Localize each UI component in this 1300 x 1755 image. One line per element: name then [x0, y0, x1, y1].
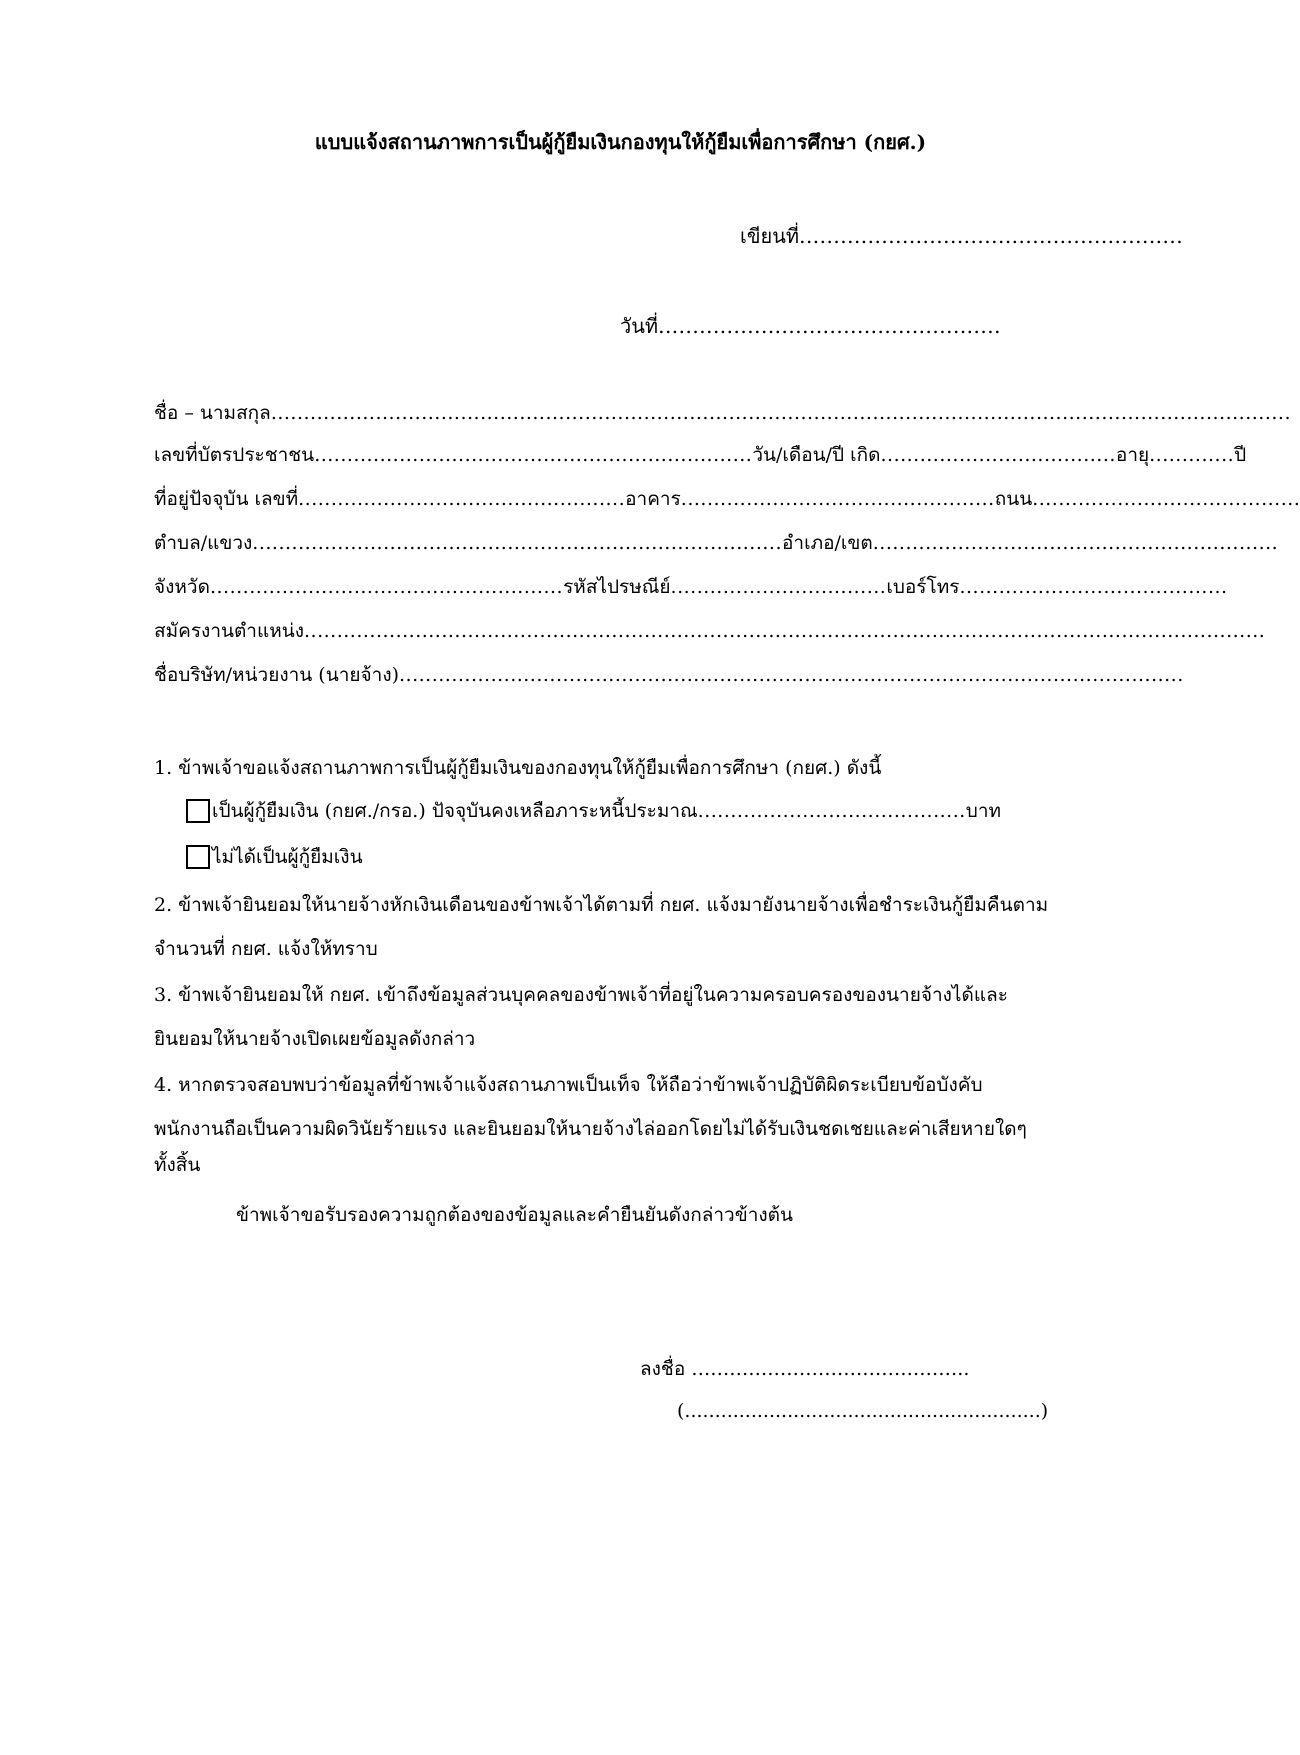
age-label: อายุ	[1115, 444, 1150, 466]
date-field[interactable]: ..................................................	[658, 314, 1001, 338]
birth-field[interactable]: ....................................	[880, 444, 1116, 466]
subdistrict-label: ตำบล/แขวง	[154, 532, 253, 554]
item-2-line-2: จำนวนที่ กยศ. แจ้งให้ทราบ	[154, 938, 378, 960]
signer-name-field[interactable]: (...........................................................)	[677, 1400, 1049, 1422]
name-row	[154, 398, 1291, 428]
option-borrower-unit: บาท	[965, 800, 1002, 822]
birth-label: วัน/เดือน/ปี เกิด	[752, 444, 881, 466]
not-borrower-checkbox[interactable]	[186, 845, 210, 869]
building-field[interactable]: ................................................	[680, 488, 995, 510]
option-not-borrower-row	[186, 842, 363, 872]
date-row	[620, 310, 1001, 342]
subdistrict-row	[154, 528, 1279, 558]
id-card-field[interactable]: ...................................................................	[314, 444, 753, 466]
id-card-label: เลขที่บัตรประชาชน	[154, 444, 315, 466]
written-at-row	[740, 220, 1183, 252]
province-field[interactable]: ......................................................	[209, 576, 564, 598]
sign-label: ลงชื่อ	[640, 1358, 686, 1380]
option-borrower-row	[186, 796, 1001, 826]
company-row	[154, 660, 1184, 690]
position-label: สมัครงานตำแหน่ง	[154, 620, 305, 642]
subdistrict-field[interactable]: .................................................................................	[252, 532, 783, 554]
name-label: ชื่อ – นามสกุล	[154, 402, 271, 424]
written-at-field[interactable]: ........................................................	[799, 224, 1184, 248]
district-label: อำเภอ/เขต	[782, 532, 873, 554]
name-field[interactable]: ............................................................................................................................................................	[270, 402, 1291, 424]
id-row	[154, 440, 1247, 470]
position-field[interactable]: ...................................................................................................................................................	[304, 620, 1266, 642]
address-row	[154, 484, 1300, 514]
age-field[interactable]: .............	[1149, 444, 1235, 466]
certify-statement: ข้าพเจ้าขอรับรองความถูกต้องของข้อมูลและคำยืนยันดังกล่าวข้างต้น	[236, 1204, 793, 1226]
company-label: ชื่อบริษัท/หน่วยงาน (นายจ้าง)	[154, 664, 400, 686]
item-4-line-2: พนักงานถือเป็นความผิดวินัยร้ายแรง และยินยอมให้นายจ้างไล่ออกโดยไม่ได้รับเงินชดเชยและค่าเสียหายใดๆ	[154, 1118, 1027, 1140]
building-label: อาคาร	[625, 488, 681, 510]
item-4-line-3: ทั้งสิ้น	[154, 1154, 201, 1176]
signature-row	[640, 1354, 969, 1384]
item-4-line-1: 4. หากตรวจสอบพบว่าข้อมูลที่ข้าพเจ้าแจ้งสถานภาพเป็นเท็จ ให้ถือว่าข้าพเจ้าปฏิบัติผิดระเบียบข้อบังคับ	[154, 1074, 983, 1096]
postcode-field[interactable]: .................................	[670, 576, 887, 598]
item-1: 1. ข้าพเจ้าขอแจ้งสถานภาพการเป็นผู้กู้ยืมเงินของกองทุนให้กู้ยืมเพื่อการศึกษา (กยศ.) ดังนี้	[154, 757, 882, 779]
address-no-label: ที่อยู่ปัจจุบัน เลขที่	[154, 488, 299, 510]
age-unit: ปี	[1234, 444, 1247, 466]
date-label: วันที่	[620, 314, 659, 338]
item-3-line-1: 3. ข้าพเจ้ายินยอมให้ กยศ. เข้าถึงข้อมูลส่วนบุคคลของข้าพเจ้าที่อยู่ในความครอบครองของนายจ้างได้และ	[154, 984, 1008, 1006]
road-label: ถนน	[994, 488, 1033, 510]
written-at-label: เขียนที่	[740, 224, 800, 248]
phone-label: เบอร์โทร	[886, 576, 960, 598]
borrower-checkbox[interactable]	[186, 799, 210, 823]
road-field[interactable]: .........................................	[1032, 488, 1300, 510]
option-borrower-label: เป็นผู้กู้ยืมเงิน (กยศ./กรอ.) ปัจจุบันคงเหลือภาระหนี้ประมาณ	[212, 800, 698, 822]
province-label: จังหวัด	[154, 576, 210, 598]
item-3-line-2: ยินยอมให้นายจ้างเปิดเผยข้อมูลดังกล่าว	[154, 1028, 476, 1050]
signature-field[interactable]: ……………………………………..	[691, 1358, 970, 1380]
province-row	[154, 572, 1228, 602]
position-row	[154, 616, 1266, 646]
district-field[interactable]: ..............................................................	[872, 532, 1279, 554]
item-2-line-1: 2. ข้าพเจ้ายินยอมให้นายจ้างหักเงินเดือนของข้าพเจ้าได้ตามที่ กยศ. แจ้งมายังนายจ้างเพื่อชำระเงินกู้ยืมคืนตาม	[154, 894, 1049, 916]
postcode-label: รหัสไปรษณีย์	[563, 576, 671, 598]
address-no-field[interactable]: ..................................................	[298, 488, 626, 510]
option-not-borrower-label: ไม่ได้เป็นผู้กู้ยืมเงิน	[212, 846, 363, 868]
phone-field[interactable]: .........................................	[959, 576, 1228, 598]
company-field[interactable]: ........................................................................................................................	[399, 664, 1184, 686]
debt-amount-field[interactable]: .........................................	[697, 800, 966, 822]
form-title: แบบแจ้งสถานภาพการเป็นผู้กู้ยืมเงินกองทุนให้กู้ยืมเพื่อการศึกษา (กยศ.)	[314, 130, 927, 154]
